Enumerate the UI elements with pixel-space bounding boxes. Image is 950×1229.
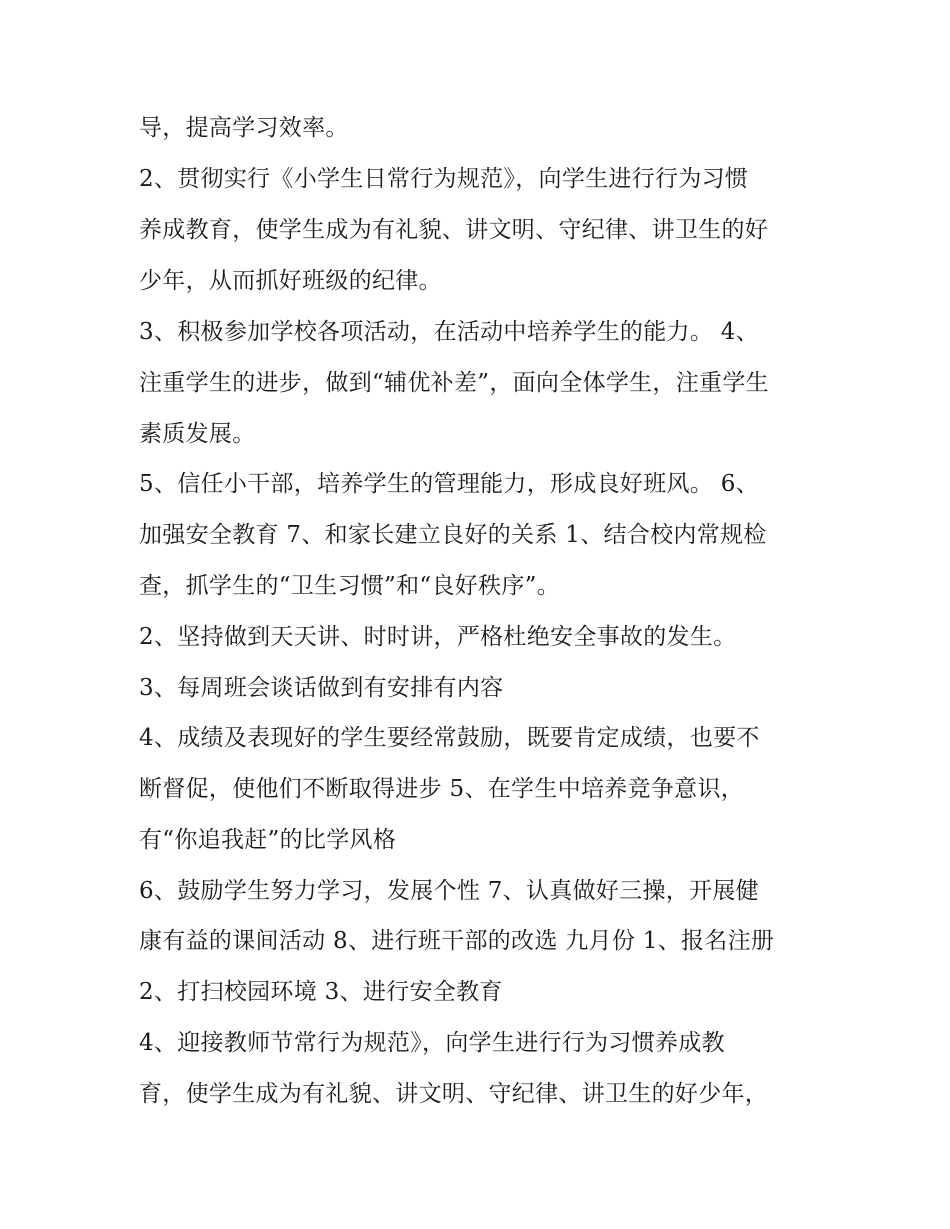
text-line: 导，提高学习效率。 (139, 115, 349, 141)
text-line: 4、成绩及表现好的学生要经常鼓励，既要肯定成绩，也要不 (139, 725, 760, 751)
text-line: 查，抓学生的“卫生习惯”和“良好秩序”。 (139, 573, 561, 599)
text-line: 注重学生的进步，做到“辅优补差”，面向全体学生，注重学生 (139, 370, 769, 396)
text-line: 养成教育，使学生成为有礼貌、讲文明、守纪律、讲卫生的好 (139, 217, 769, 243)
text-line: 4、迎接教师节常行为规范》，向学生进行行为习惯养成教 (139, 1030, 725, 1056)
text-line: 加强安全教育 7、和家长建立良好的关系 1、结合校内常规检 (139, 522, 767, 548)
text-line: 2、贯彻实行《小学生日常行为规范》，向学生进行行为习惯 (139, 166, 749, 192)
text-line: 断督促，使他们不断取得进步 5、在学生中培养竞争意识， (139, 776, 745, 802)
text-line: 育，使学生成为有礼貌、讲文明、守纪律、讲卫生的好少年， (139, 1081, 769, 1107)
text-line: 3、每周班会谈话做到有安排有内容 (139, 675, 504, 701)
text-line: 2、打扫校园环境 3、进行安全教育 (139, 979, 503, 1005)
text-line: 素质发展。 (139, 421, 256, 447)
text-line: 3、积极参加学校各项活动，在活动中培养学生的能力。 4、 (139, 319, 759, 345)
text-line: 康有益的课间活动 8、进行班干部的改选 九月份 1、报名注册 (139, 928, 775, 954)
text-line: 2、坚持做到天天讲、时时讲，严格杜绝安全事故的发生。 (139, 624, 737, 650)
text-line: 5、信任小干部，培养学生的管理能力，形成良好班风。 6、 (139, 471, 759, 497)
text-line: 6、鼓励学生努力学习，发展个性 7、认真做好三操，开展健 (139, 878, 759, 904)
text-line: 有“你追我赶”的比学风格 (139, 827, 397, 853)
text-line: 少年，从而抓好班级的纪律。 (139, 268, 442, 294)
